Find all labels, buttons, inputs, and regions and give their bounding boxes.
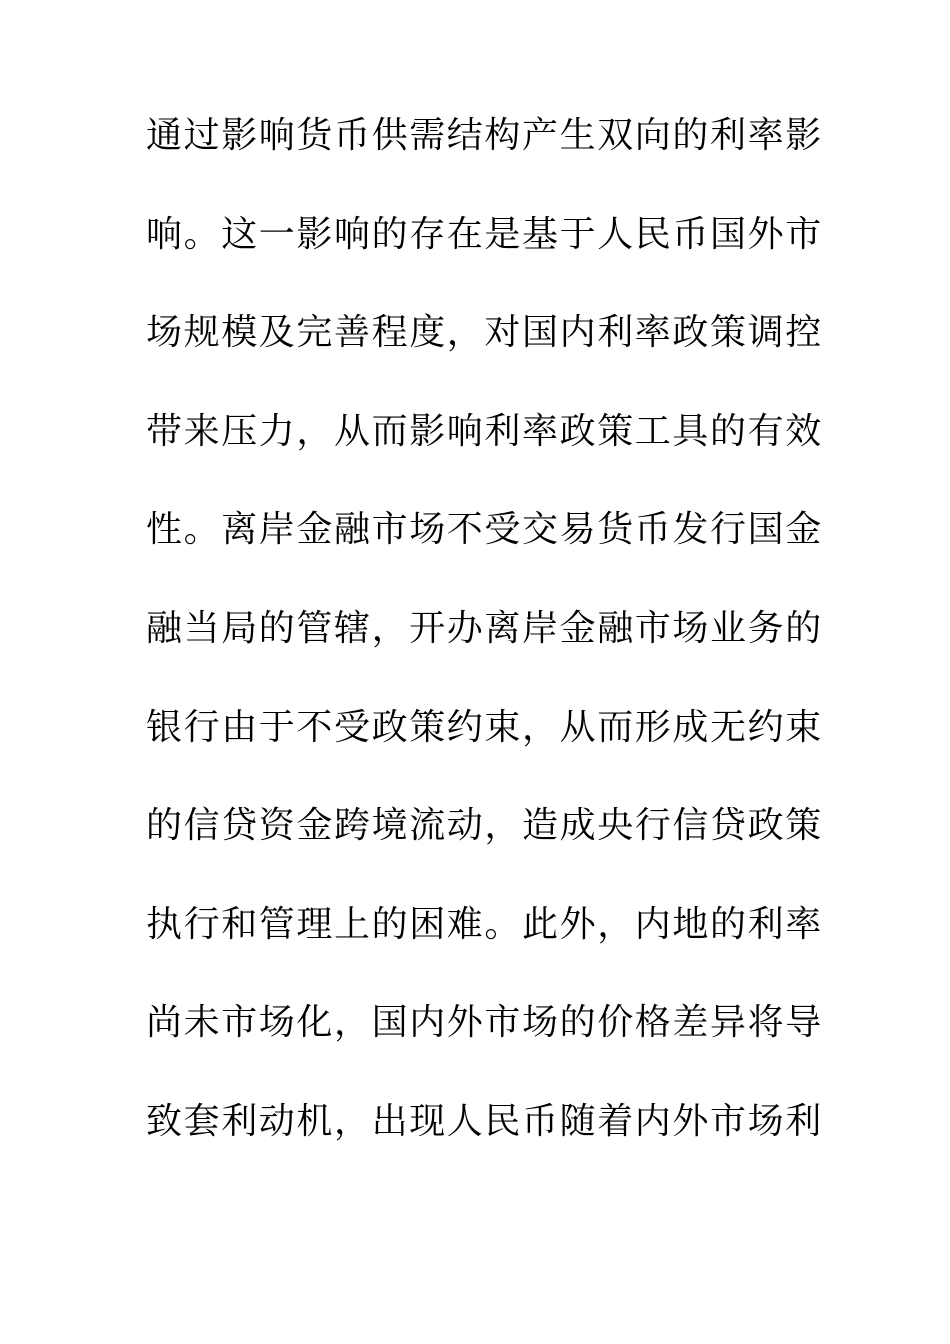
text-line-4: 带来压力，从而影响利率政策工具的有效: [146, 410, 823, 452]
text-line-5: 性。离岸金融市场不受交易货币发行国金: [146, 509, 823, 551]
text-line-6: 融当局的管辖，开办离岸金融市场业务的: [146, 607, 823, 649]
body-text: [146, 115, 826, 1203]
text-line-8: 的信贷资金跨境流动，造成央行信贷政策: [146, 805, 823, 847]
text-line-2: 响。这一影响的存在是基于人民币国外市: [146, 213, 823, 255]
text-line-10: 尚未市场化，国内外市场的价格差异将导: [146, 1002, 823, 1044]
text-line-1: 通过影响货币供需结构产生双向的利率影: [146, 115, 823, 156]
text-line-9: 执行和管理上的困难。此外，内地的利率: [146, 903, 823, 945]
text-line-11: 致套利动机，出现人民币随着内外市场利: [146, 1100, 823, 1142]
text-line-7: 银行由于不受政策约束，从而形成无约束: [146, 706, 823, 748]
text-line-3: 场规模及完善程度，对国内利率政策调控: [146, 312, 823, 354]
